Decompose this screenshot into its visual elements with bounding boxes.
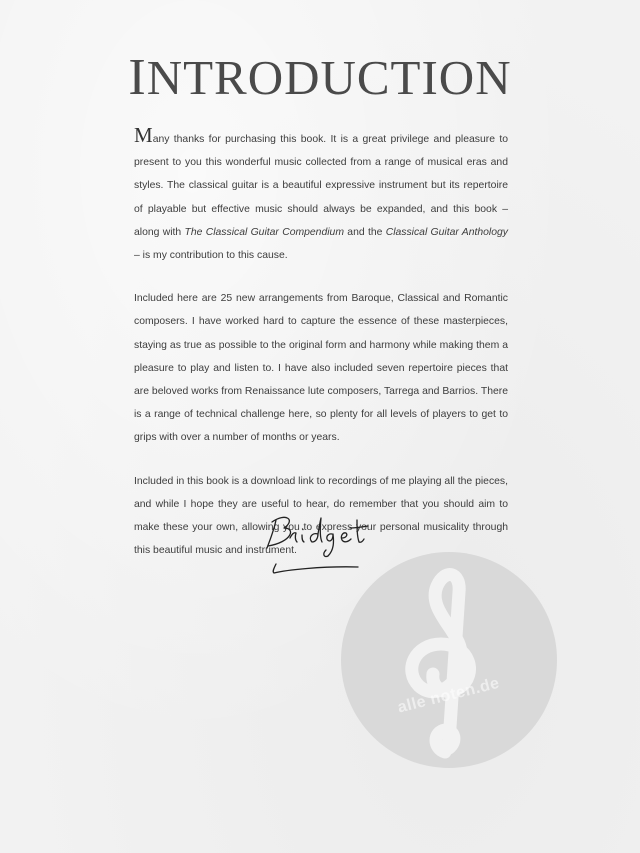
drop-cap: M — [134, 123, 153, 147]
paragraph-1 — [134, 123, 508, 267]
paragraph-3: Included in this book is a download link to recordings of me playing all the pieces, and while I hope they are useful to hear, do remember that you should aim to make these your own, allowing you to express your personal musicality through this beautiful music and instrument. — [134, 475, 508, 557]
book-title-anthology: Classical Guitar Anthology — [385, 226, 508, 238]
treble-clef-icon — [341, 552, 557, 768]
title-rest: NTRODUCTION — [146, 50, 512, 105]
book-title-compendium: The Classical Guitar Compendium — [184, 226, 344, 238]
paragraph-1-part-3: – is my contribution to this cause. — [134, 250, 288, 262]
watermark-text: alle noten.de — [396, 674, 502, 717]
title-first-letter: I — [128, 49, 147, 106]
page-title — [0, 49, 640, 106]
paragraph-2: Included here are 25 new arrangements from Baroque, Classical and Romantic composers. I have worked hard to capture the essence of these masterpieces, staying as true as possible to the original form and harmony while making them a pleasure to play and listen to. I have also included seven repertoire pieces that are beloved works from Renaissance lute composers, Tarrega and Barrios. There is a range of technical challenge here, so plenty for all levels of players to get to grips with over a number of months or years. — [134, 293, 508, 444]
paragraph-1-part-1: any thanks for purchasing this book. It is a great privilege and pleasure to present to you this wonderful music collected from a range of musical eras and styles. The classical guitar is a beautiful expressive instrument but its repertoire of playable but effective music should always be expanded, and this book – along with — [134, 134, 508, 238]
paragraph-1-part-2: and the — [344, 226, 386, 238]
